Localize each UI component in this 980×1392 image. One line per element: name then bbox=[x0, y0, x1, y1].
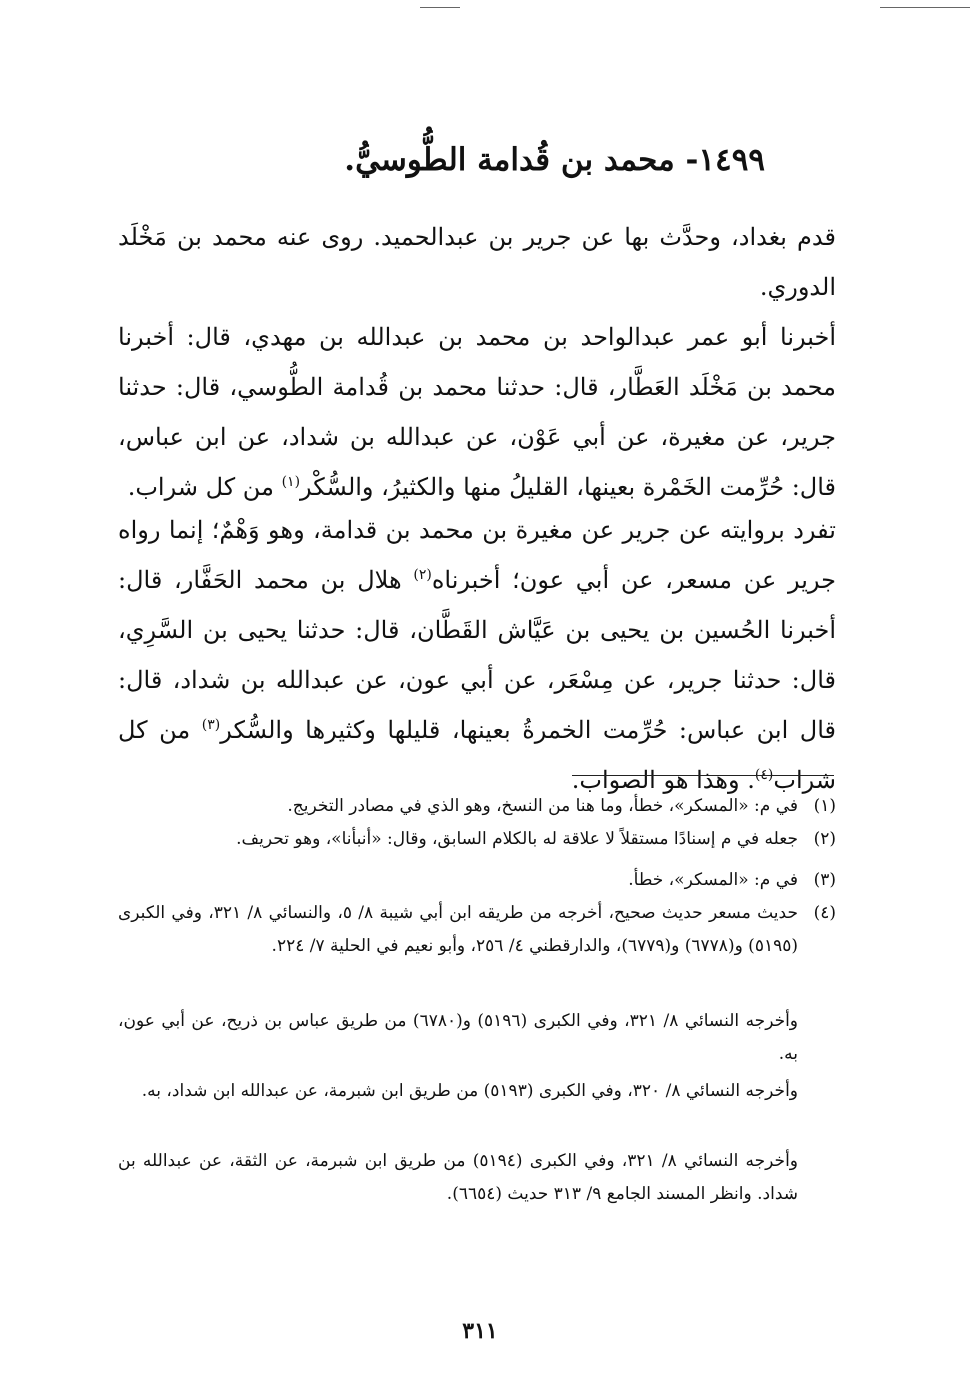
footnote-3 bbox=[118, 864, 836, 897]
footnote-1 bbox=[118, 790, 836, 823]
entry-heading: ١٤٩٩- محمد بن قُدامة الطُّوسيُّ. bbox=[344, 142, 765, 178]
footnote-1-number: (١) bbox=[813, 796, 836, 816]
footnote-4-continuation-3 bbox=[118, 1145, 836, 1211]
paragraph-commentary-text-b: هلال بن محمد الحَفَّار، قال: أخبرنا الحُسين بن يحيى بن عَيَّاش القَطَّان، قال: حدثنا يحيى بن السَّرِي، قال: حدثنا جرير، عن مِسْعَر، عن أبي عون، عن عبدالله بن شداد، قال: قال ابن عباس: حُرِّمت الخمرةُ بعينها، قليلها وكثيرها والسُّكر bbox=[118, 566, 837, 744]
footnote-ref-2: (٢) bbox=[413, 567, 432, 583]
footnote-4-continuation-2 bbox=[118, 1075, 836, 1108]
footnote-1-text: في م: «المسكر»، خطأ، وما هنا من النسخ، وهو الذي في مصادر التخريج. bbox=[287, 796, 798, 816]
paragraph-commentary bbox=[118, 505, 836, 805]
footnote-3-text: في م: «المسكر»، خطأ. bbox=[628, 870, 798, 890]
paragraph-isnad-text: أخبرنا أبو عمر عبدالواحد بن محمد بن عبدالله بن مهدي، قال: أخبرنا محمد بن مَخْلَد العَطَّار، قال: حدثنا محمد بن قُدامة الطُّوسي، قال: حدثنا جرير، عن مغيرة، عن أبي عَوْن، عن عبدالله بن شداد، عن ابن عباس، قال: حُرِّمت الخَمْرة بعينها، القليلُ منها والكثيرُ، والسُّكْر bbox=[118, 323, 836, 501]
footnote-ref-3: (٣) bbox=[201, 717, 221, 733]
paragraph-commentary-text-c: من كل شراب bbox=[118, 716, 836, 794]
footnote-2 bbox=[118, 823, 836, 856]
footnote-4 bbox=[118, 897, 836, 963]
page-number: ٣١١ bbox=[462, 1318, 498, 1344]
footnote-4-number: (٤) bbox=[813, 903, 836, 923]
footnote-4-text: حديث مسعر حديث صحيح، أخرجه من طريقه ابن أبي شيبة ٨/ ٥، والنسائي ٨/ ٣٢١، وفي الكبرى (٥١٩٥) و(٦٧٧٨) و(٦٧٧٩)، والدارقطني ٤/ ٢٥٦، وأبو نعيم في الحلية ٧/ ٢٢٤. bbox=[118, 903, 798, 956]
paragraph-biography: قدم بغداد، وحدَّث بها عن جرير بن عبدالحميد. روى عنه محمد بن مَخْلَد الدوري. bbox=[118, 223, 836, 301]
footnote-4d-text: وأخرجه النسائي ٨/ ٣٢١، وفي الكبرى (٥١٩٤) من طريق ابن شبرمة، عن الثقة، عن عبدالله بن شداد. وانظر المسند الجامع ٩/ ٣١٣ حديث (٦٦٥٤). bbox=[118, 1151, 798, 1204]
footnote-ref-1: (١) bbox=[281, 474, 301, 490]
footnote-divider bbox=[572, 775, 834, 776]
footnote-2-text: جعله في م إسنادًا مستقلاً لا علاقة له بالكلام السابق، وقال: «أنبأنا»، وهو تحريف. bbox=[236, 829, 798, 849]
paragraph-isnad bbox=[118, 312, 836, 512]
footnote-2-number: (٢) bbox=[813, 829, 836, 849]
footnote-4b-text: وأخرجه النسائي ٨/ ٣٢١، وفي الكبرى (٥١٩٦) و(٦٧٨٠) من طريق عباس بن ذريح، عن أبي عون، به. bbox=[118, 1011, 799, 1064]
paragraph-commentary-text-d: . وهذا هو الصواب. bbox=[571, 766, 755, 794]
paragraph-isnad-end: من كل شراب. bbox=[127, 473, 282, 501]
top-rule bbox=[880, 7, 970, 8]
top-mark bbox=[420, 7, 460, 8]
paragraph-commentary-text-a: تفرد بروايته عن جرير عن مغيرة بن محمد بن قدامة، وهو وَهْمٌ؛ إنما رواه جرير عن مسعر، عن أبي عون؛ أخبرناه bbox=[118, 516, 836, 594]
footnote-4c-text: وأخرجه النسائي ٨/ ٣٢٠، وفي الكبرى (٥١٩٣) من طريق ابن شبرمة، عن عبدالله ابن شداد، به. bbox=[141, 1081, 798, 1101]
footnote-3-number: (٣) bbox=[813, 870, 836, 890]
footnote-4-continuation-1 bbox=[118, 1005, 836, 1071]
footnote-ref-4: (٤) bbox=[754, 767, 774, 783]
